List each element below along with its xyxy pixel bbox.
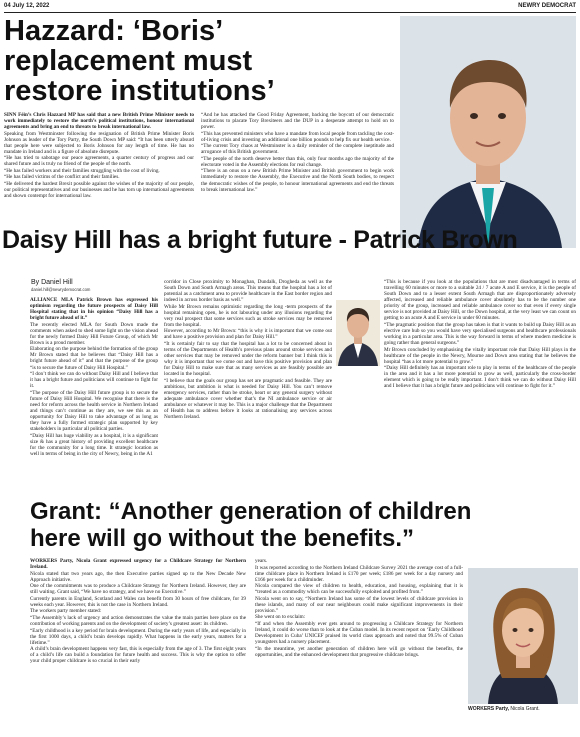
chris-hazzard-photo bbox=[400, 16, 576, 248]
article1-paragraph: “He has failed victims of the conflict and their families. bbox=[4, 174, 120, 181]
article1-paragraph: “And he has attacked the Good Friday Agreement, backing the boycott of our democratic institutions to placate Tory Brexiteers and the DUP in a desperate attempt to hold on to power. bbox=[201, 112, 394, 131]
article3-paragraph: A child’s brain development happens very fast, this is especially from the age of 3. The first eight years of a child’s life can build a foundation for future health and success. This is why the option to offer your child proper childcare is so crucial in their early bbox=[30, 646, 246, 665]
article1-paragraph: “The current Tory chaos at Westminster is a daily reminder of the complete ineptitude and arrogance of this British government. bbox=[201, 143, 394, 156]
article2-column-1 bbox=[30, 297, 158, 495]
article3-paragraph: One of the commitments was to produce a Childcare Strategy for Northern Ireland. However, they are still waiting. Grant said, “We have no strategy, and we have no Executive.” bbox=[30, 583, 246, 596]
article2-paragraph: However, according to Mr Brown: “this is why it is important that we come out and have a positive provision and plan for Daisy Hill.” bbox=[164, 328, 332, 341]
nicola-grant-photo bbox=[468, 568, 578, 704]
article2-paragraph: ALLIANCE MLA Patrick Brown has expressed his optimism regarding the future prospects of Daisy Hill Hospital stating that in his opinion “Daisy Hill has a bright future ahead of it.” bbox=[30, 297, 158, 322]
article2-paragraph: corridor in Close proximity to Monaghan, Dundalk, Drogheda as well as the South Down and South Armagh areas. This means that the hospital has a lot of potential as a catchment area to provide healthcare in the East border region and indeed in across border basis as well.” bbox=[164, 279, 332, 304]
article3-paragraph: Nicola compared the view of children to health, education, and housing, explaining that it is “treated as a commodity which can be successfully exploited and profited from.” bbox=[255, 583, 463, 596]
article2-paragraph: “This is because if you look at the populations that are most disadvantaged in terms of travelling 60 minutes or more to a suitable 24 / 7 acute A and E service, it is the people of South Down and to a lesser extent South Armagh that are disproportionately adversely affected, increased and reliable ambulance cover absolutely has to be the number one priority of the group, increased and reliable ambulance cover so that even if every single service is not provided at Daisy Hill, or the Down hospital, at the very least we can count on getting to an acute A and E service in under 60 minutes. bbox=[384, 279, 576, 322]
article3-paragraph: “If and when the Assembly ever gets around to progressing a Childcare Strategy for Northern Ireland, it could do worse than to look at the Cuban model. In its recent report on ‘Early Childhood Development in Cuba’ UNICEF praised its world class approach and noted that 99.5% of Cuban youngsters had a nursery placement. bbox=[255, 620, 463, 646]
article3-paragraph: years. bbox=[255, 558, 268, 564]
publication-name: NEWRY DEMOCRAT bbox=[518, 3, 576, 9]
article2-byline-email: daniel.hill@newrydemocrat.com bbox=[31, 287, 91, 292]
article2-paragraph: Elaborating on the purpose behind the formation of the group Mr Brown stated that he believes that “Daisy Hill has a bright future ahead of it” and that the purpose of the group “is to secure the future of Daisy Hill Hospital.” bbox=[30, 346, 158, 371]
article1-column-1 bbox=[4, 112, 194, 225]
article3-paragraph: Currently parents in England, Scotland and Wales can benefit from 30 hours of free childcare, for 39 weeks each year. However, this is not the case in Northern Ireland. bbox=[30, 595, 246, 608]
article2-byline: By Daniel Hill bbox=[31, 279, 73, 286]
article2-column-3 bbox=[384, 279, 576, 495]
article1-paragraph: “The people of the north deserve better than this, only four months ago the majority of the electorate voted in the Assembly elections for real change. bbox=[201, 155, 394, 168]
article2-paragraph: “It is certainly fair to say that the hospital has a lot to be concerned about in terms of the Departments of Health’s previous plans around stroke services and other services that may be removed under the reform banner but I think this is why it is important that we come out and have this positive provision and plan for Daisy Hill to make sure that as many services as are feasibly possible are located in the hospital. bbox=[164, 340, 332, 378]
article2-paragraph: “Daisy Hill definitely has an important role to play in terms of the healthcare of the people in the area and it has a lot more potential to grow as well, particularly the cross-border element which is going to be really important. I don’t think we can do without Daisy Hill and I believe that it has a bright future and politicians will continue to fight for it.” bbox=[384, 365, 576, 390]
article2-paragraph: “The pragmatic position that the group has taken is that it wants to build up Daisy Hill as an elective care hub so you would have very specialised surgeons and healthcare professionals working in a particular area. This is the way forward in terms of where modern medicine is going rather than general surgeons.” bbox=[384, 321, 576, 346]
article3-headline-line: Grant: “Another generation of children bbox=[30, 498, 472, 525]
article3-paragraph: WORKERS Party, Nicola Grant expressed urgency for a Childcare Strategy for Northern Ireland. bbox=[30, 558, 246, 571]
nicola-grant-caption bbox=[468, 706, 578, 712]
caption-party: WORKERS Party, bbox=[468, 706, 510, 712]
article3-column-2 bbox=[255, 558, 463, 736]
article3-headline-line: here will go without the benefits.” bbox=[30, 525, 415, 552]
article1-headline-line: restore institutions’ bbox=[4, 75, 275, 107]
page-header bbox=[4, 2, 576, 13]
article1-paragraph: “He has failed workers and their families struggling with the cost of living. bbox=[4, 167, 160, 174]
article1-paragraph: SINN Féin’s Chris Hazzard MP has said that a new British Prime Minister needs to work immediately to restore the north’s political institutions, honour international agreements and bring an end to threats to break international law. bbox=[4, 112, 194, 131]
article2-column-2 bbox=[164, 279, 332, 495]
article2-paragraph: While Mr Brown remains optimistic regarding the long -term prospects of the hospital remaining open, he is not labouring under any illusions regarding the very real prospect that some services such as stroke services may be removed from the hospital. bbox=[164, 303, 332, 328]
article3-headline bbox=[30, 498, 576, 552]
article3-paragraph: “The Assembly’s lack of urgency and action demonstrates the value the main parties here place on the contribution of working parents and on the development of society’s greatest asset: its children. bbox=[30, 614, 246, 627]
article3-paragraph: “In the meantime, yet another generation of children here will go without the benefits, the opportunities, and the enhanced development that progressive childcare brings. bbox=[255, 645, 463, 658]
article2-paragraph: The recently elected MLA for South Down made the comments when asked to shed some light on the vision ahead for the newly formed Daisy Hill Future Group, of which Mr Brown is a proud member. bbox=[30, 321, 158, 346]
article1-paragraph: “He delivered the hardest Brexit possible against the wishes of the majority of our people, our political representatives and our businesses and he has torn up international agreements and shown contempt for international law. bbox=[4, 181, 194, 200]
article2-headline: Daisy Hill has a bright future - Patrick Brown bbox=[2, 226, 518, 254]
article3-paragraph: Nicola stated that two years ago, the then Executive parties signed up to the New Decade New Approach initiative. bbox=[30, 570, 246, 583]
article3-paragraph: She went on to exclaim: bbox=[255, 614, 306, 621]
article1-column-2 bbox=[201, 112, 394, 225]
caption-name: Nicola Grant. bbox=[510, 706, 540, 712]
article3-paragraph: The workers party member stated: bbox=[30, 608, 102, 615]
article1-headline bbox=[4, 16, 396, 106]
article2-paragraph: “The purpose of the Daisy Hill future group is to secure the future of Daisy Hill Hospital. We recognise that there is the need for reform across the health service in Northern Ireland and things can’t continue as they are, we see this as an opportunity for Daisy Hill to take advantage of as long as they have a fully formed strategic plan supported by key stakeholders in particular all political parties. bbox=[30, 389, 158, 432]
article1-paragraph: “There is an onus on a new British Prime Minister and British government to begin work immediately to restore the Assembly, the Executive and the North South bodies, to respect the democratic wishes of the people, to honour international agreements and end the threats to break international law.” bbox=[201, 168, 394, 193]
article2-paragraph: “Daisy Hill has huge viability as a hospital, it is a significant size & has a great history of providing excellent healthcare for the community for a long time. It strategic location as well in terms of being in the city of Newry, being in the A1 bbox=[30, 432, 158, 457]
article1-headline-line: replacement must bbox=[4, 45, 253, 77]
article3-column-1 bbox=[30, 558, 246, 736]
article1-paragraph: Speaking from Westminster following the resignation of British Prime Minister Boris Johnson as leader of the Tory Party, the South Down MP said: “It has been utterly absurd that people here were subjected to Boris Johnson for any length of time. He has no mandate in Ireland and is a figure of absolute disrepute. bbox=[4, 130, 194, 155]
article3-paragraph: It was reported according to the Northern Ireland Childcare Survey 2021 the average cost of a full-time childcare place in Northern Ireland is £170 per week; £186 per week for a day nursery and £166 per week for a childminder. bbox=[255, 564, 463, 583]
article2-paragraph: Mr Brown concluded by emphasising the vitally important role that Daisy Hill plays in the healthcare of the people in the Newry, Mourne and Down area stating that he believes the hospital “has a lot more potential to grow.” bbox=[384, 346, 576, 365]
article1-headline-line: Hazzard: ‘Boris’ bbox=[4, 15, 224, 47]
patrick-brown-photo bbox=[336, 300, 380, 366]
page-date: 04 July 12, 2022 bbox=[4, 3, 50, 9]
article2-paragraph: “I believe that the goals our group has set are pragmatic and feasible. They are ambitious, but ambition is what is needed for Daisy Hill. You can’t remove emergency services, rather than be stroke, heart or any general surgery without adequate ambulance cover whether that’s the NI ambulance service or air ambulance or whatever it may be. This is a major challenge that the Department of Health has to address before it looks at rationalising any services across Northern Ireland. bbox=[164, 377, 332, 421]
article2-paragraph: “I don’t think we can do without Daisy Hill and I believe that it has a bright future and politicians will continue to fight for it. bbox=[30, 371, 158, 390]
article1-paragraph: “This has prevented ministers who have a mandate from local people from tackling the cost-of-living crisis and investing an additional one billion pounds to help fix our health service. bbox=[201, 130, 394, 143]
article3-paragraph: Nicola went on to say, “Northern Ireland has some of the lowest levels of childcare provision in these islands, and many of our near neighbours could make significant improvements in their provision.” bbox=[255, 595, 463, 614]
article3-paragraph: “Early childhood is a key period for brain development. During the early years of life, and especially in the first 1000 days, a child’s brain develops rapidly. What happens in the early years, matters for a lifetime.” bbox=[30, 627, 246, 646]
article1-paragraph: “He has tried to sabotage our peace agreements, a quarter century of progress and our shared future and is truly no friend of the people of the north. bbox=[4, 155, 194, 168]
